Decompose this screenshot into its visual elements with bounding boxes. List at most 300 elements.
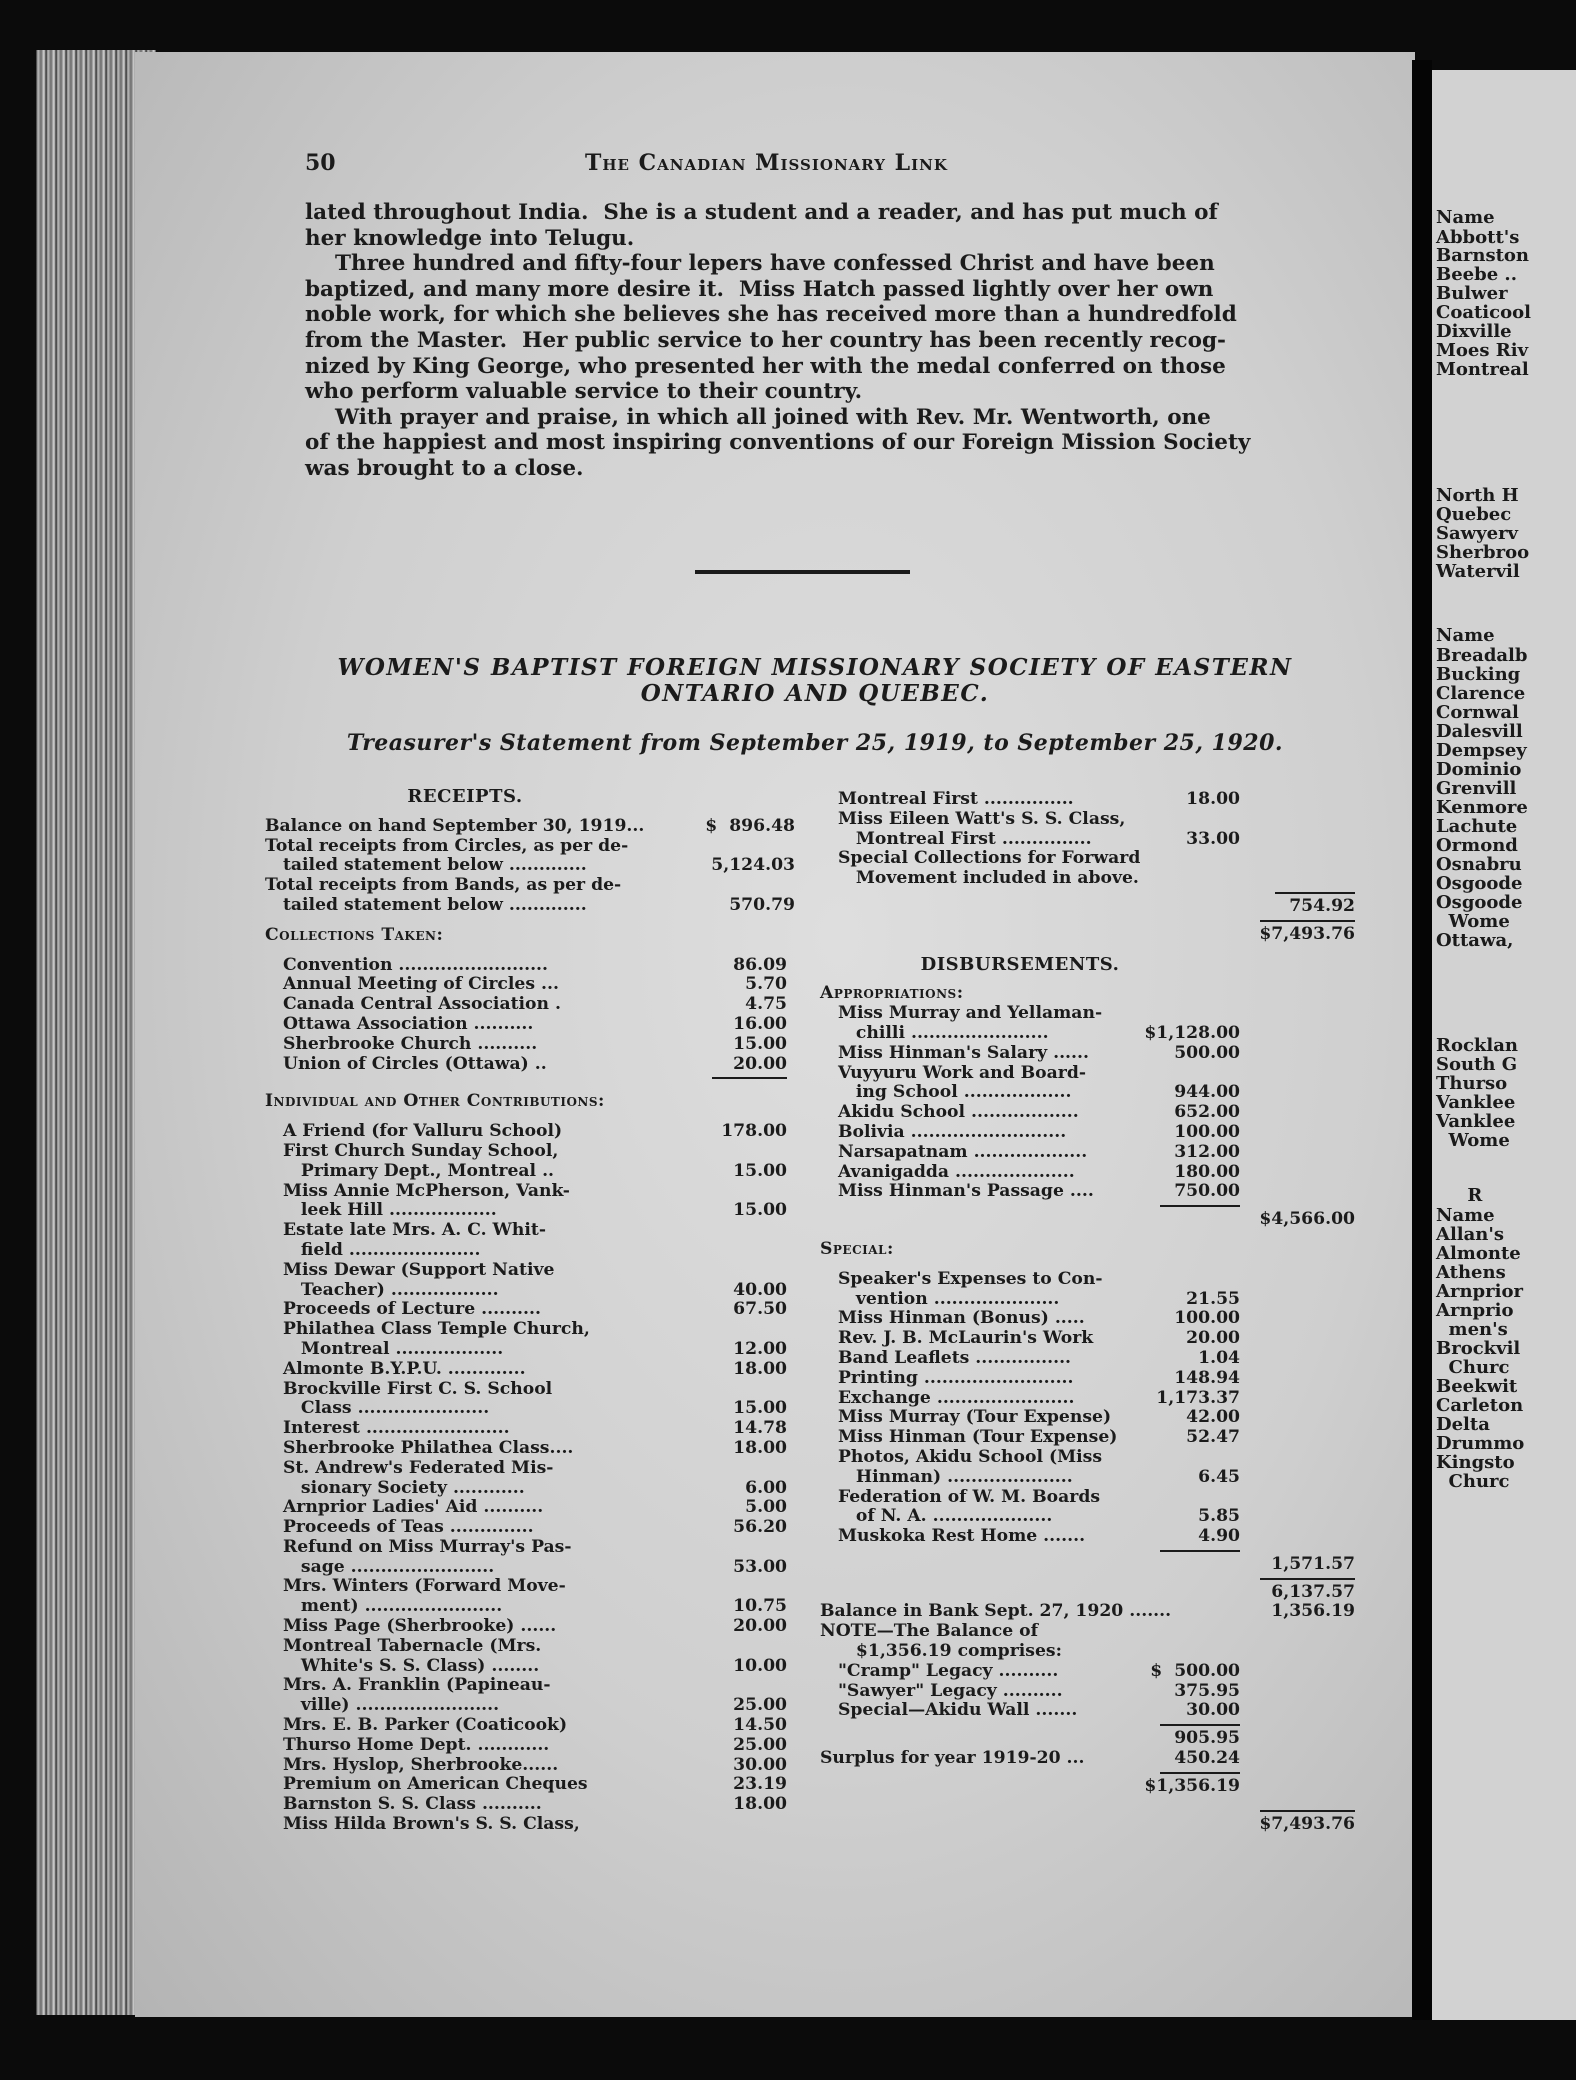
ledger-row <box>820 1270 1355 1290</box>
ledger-label: Premium on American Cheques <box>265 1774 588 1795</box>
ledger-row <box>820 1583 1355 1603</box>
ledger-row <box>820 1083 1355 1103</box>
ledger-row <box>820 1777 1355 1797</box>
ledger-label: Miss Page (Sherbrooke) ...... <box>265 1616 557 1637</box>
ledger-row <box>265 1142 800 1162</box>
facing-page-text: Beebe .. <box>1436 264 1517 285</box>
ledger-label: Philathea Class Temple Church, <box>265 1319 590 1340</box>
facing-page-text: Dempsey <box>1436 740 1527 761</box>
ledger-row <box>820 1143 1355 1163</box>
ledger-row <box>265 975 800 995</box>
ledger-label: First Church Sunday School, <box>265 1140 559 1161</box>
facing-page-text: Thurso <box>1436 1073 1508 1094</box>
ledger-row <box>820 1349 1355 1369</box>
spacer <box>820 1230 1355 1240</box>
ledger-amount: 312.00 <box>1174 1141 1240 1162</box>
ledger-row <box>820 1408 1355 1428</box>
ledger-label: Almonte B.Y.P.U. ............. <box>265 1358 526 1379</box>
ledger-amount: 148.94 <box>1174 1367 1240 1388</box>
facing-page-text: Quebec <box>1436 504 1512 525</box>
intro-line: who perform valuable service to their country. <box>305 379 863 405</box>
ledger-amount: 754.92 <box>1289 895 1355 916</box>
total-rule-line <box>1160 1724 1240 1726</box>
facing-page-text: Name <box>1436 625 1495 646</box>
ledger-amount: 23.19 <box>733 1774 787 1795</box>
ledger-row <box>265 1320 800 1340</box>
facing-page-text: Grenvill <box>1436 778 1517 799</box>
ledger-label: Ottawa Association .......... <box>265 1013 534 1034</box>
ledger-label: Montreal Tabernacle (Mrs. <box>265 1635 542 1656</box>
facing-page-text: Ormond <box>1436 835 1518 856</box>
intro-line: baptized, and many more desire it. Miss Hatch passed lightly over her own <box>305 276 1214 302</box>
ledger-row <box>265 1577 800 1597</box>
ledger-row <box>265 1015 800 1035</box>
ledger-row <box>265 1419 800 1439</box>
facing-page-text: men's <box>1436 1319 1508 1340</box>
ledger-row <box>265 1281 800 1301</box>
facing-page-text: Cornwal <box>1436 702 1519 723</box>
ledger-label: tailed statement below ............. <box>265 855 587 876</box>
ledger-amount: $7,493.76 <box>1259 1813 1355 1834</box>
ledger-label: Special—Akidu Wall ....... <box>820 1700 1078 1721</box>
ledger-row <box>265 1261 800 1281</box>
facing-page-text: Bulwer <box>1436 283 1508 304</box>
facing-page-text: Beekwit <box>1436 1376 1518 1397</box>
facing-page-text: Coaticool <box>1436 302 1531 323</box>
ledger-amount: 18.00 <box>733 1358 787 1379</box>
ledger-row <box>820 1290 1355 1310</box>
facing-page-text: Drummo <box>1436 1433 1525 1454</box>
facing-page-text: Brockvil <box>1436 1338 1521 1359</box>
ledger-amount: 652.00 <box>1174 1102 1240 1123</box>
facing-page-text: North H <box>1436 485 1519 506</box>
ledger-amount: 570.79 <box>729 894 795 915</box>
statement-title-line-2: ONTARIO AND QUEBEC. <box>640 680 990 707</box>
intro-paragraphs <box>305 200 1250 482</box>
intro-line: noble work, for which she believes she has received more than a hundredfold <box>305 302 1237 328</box>
ledger-row <box>820 1555 1355 1575</box>
ledger-label: Canada Central Association . <box>265 994 561 1015</box>
ledger-row <box>820 1182 1355 1202</box>
ledger-label: Sherbrooke Church .......... <box>265 1033 538 1054</box>
ledger-label: Convention ......................... <box>265 954 549 975</box>
ledger-label: Balance in Bank Sept. 27, 1920 ....... <box>820 1601 1172 1622</box>
ledger-label: $1,356.19 comprises: <box>820 1641 1062 1662</box>
ledger-amount: 375.95 <box>1174 1680 1240 1701</box>
ledger-label: of N. A. .................... <box>820 1506 1053 1527</box>
ledger-amount: 500.00 <box>1174 1042 1240 1063</box>
facing-page-text: Vanklee <box>1436 1092 1516 1113</box>
ledger-amount: 86.09 <box>733 954 787 975</box>
ledger-amount: 52.47 <box>1186 1427 1240 1448</box>
intro-line: With prayer and praise, in which all joined with Rev. Mr. Wentworth, one <box>305 404 1211 430</box>
subsection-heading <box>265 926 800 946</box>
ledger-amount: 16.00 <box>733 1013 787 1034</box>
ledger-label: Montreal First ............... <box>820 789 1074 809</box>
ledger-row <box>820 1642 1355 1662</box>
ledger-label: Hinman) ..................... <box>820 1466 1073 1487</box>
ledger-row <box>820 1682 1355 1702</box>
facing-page-text: Arnprior <box>1436 1281 1523 1302</box>
ledger-row <box>820 1123 1355 1143</box>
ledger-amount: 20.00 <box>733 1616 787 1637</box>
ledger-label: Miss Hilda Brown's S. S. Class, <box>265 1814 580 1835</box>
ledger-row <box>265 1439 800 1459</box>
ledger-row <box>265 1182 800 1202</box>
ledger-row <box>265 1795 800 1815</box>
ledger-row <box>265 896 800 916</box>
page-number: 50 <box>305 150 336 176</box>
ledger-amount: 450.24 <box>1174 1748 1240 1769</box>
intro-line: lated throughout India. She is a student and a reader, and has put much of <box>305 200 1218 225</box>
ledger-amount: 25.00 <box>733 1695 787 1716</box>
ledger-label: Miss Hinman (Tour Expense) <box>820 1427 1118 1448</box>
ledger-amount: $4,566.00 <box>1259 1209 1355 1230</box>
facing-page-text: Carleton <box>1436 1395 1524 1416</box>
ledger-amount: 1.04 <box>1198 1347 1240 1368</box>
ledger-row <box>265 1617 800 1637</box>
ledger-label: Miss Dewar (Support Native <box>265 1259 555 1280</box>
ledger-row <box>820 1024 1355 1044</box>
ledger-amount: 12.00 <box>733 1338 787 1359</box>
ledger-amount: 1,571.57 <box>1271 1553 1355 1574</box>
ledger-label: Mrs. Hyslop, Sherbrooke...... <box>265 1754 559 1775</box>
ledger-row <box>820 1163 1355 1183</box>
subsection-heading <box>820 984 1355 1004</box>
ledger-label: Narsapatnam ................... <box>820 1141 1088 1162</box>
ledger-label: Movement included in above. <box>820 868 1139 889</box>
ledger-row <box>820 1044 1355 1064</box>
subsection-heading <box>265 1092 800 1112</box>
facing-page-fragment <box>1432 70 1576 2020</box>
ledger-label: Individual and Other Contributions: <box>265 1091 605 1112</box>
ledger-amount: 5.00 <box>745 1497 787 1518</box>
ledger-label: Band Leaflets ................ <box>820 1347 1072 1368</box>
ledger-label: Special Collections for Forward <box>820 848 1141 869</box>
facing-page-text: Kingsto <box>1436 1452 1515 1473</box>
ledger-amount: $1,128.00 <box>1144 1022 1240 1043</box>
facing-page-text: Delta <box>1436 1414 1490 1435</box>
ledger-amount: 18.00 <box>1186 789 1240 809</box>
ledger-label: field ...................... <box>265 1239 481 1260</box>
ledger-label: NOTE—The Balance of <box>820 1621 1039 1642</box>
ledger-row <box>265 1518 800 1538</box>
total-rule <box>265 1074 800 1082</box>
facing-page-text: R <box>1436 1185 1483 1206</box>
ledger-row <box>820 1369 1355 1389</box>
intro-line: Three hundred and fifty-four lepers have confessed Christ and have been <box>305 251 1215 277</box>
intro-line: of the happiest and most inspiring conventions of our Foreign Mission Society <box>305 430 1251 456</box>
ledger-amount: $ 896.48 <box>705 815 795 836</box>
ledger-label: Photos, Akidu School (Miss <box>820 1446 1103 1467</box>
facing-page-text: Wome <box>1436 911 1510 932</box>
ledger-row <box>265 1775 800 1795</box>
ledger-label: Miss Murray (Tour Expense) <box>820 1407 1112 1428</box>
ledger-row <box>265 1340 800 1360</box>
facing-page-text: Rocklan <box>1436 1035 1518 1056</box>
ledger-label: Proceeds of Lecture .......... <box>265 1299 541 1320</box>
ledger-label: Balance on hand September 30, 1919... <box>265 815 645 836</box>
ledger-row <box>820 1701 1355 1721</box>
total-rule-line <box>1260 1810 1355 1812</box>
subsection-heading <box>820 1240 1355 1260</box>
ledger-amount: 40.00 <box>733 1279 787 1300</box>
ledger-row <box>820 1749 1355 1769</box>
ledger-amount: 750.00 <box>1174 1181 1240 1202</box>
ledger-amount: 4.75 <box>745 994 787 1015</box>
intro-line: from the Master. Her public service to her country has been recently recog- <box>305 327 1226 353</box>
ledger-label: Mrs. Winters (Forward Move- <box>265 1576 566 1597</box>
total-rule-line <box>712 1077 787 1079</box>
ledger-amount: 905.95 <box>1174 1728 1240 1749</box>
ledger-amount: 56.20 <box>733 1517 787 1538</box>
ledger-label: Total receipts from Circles, as per de- <box>265 835 629 856</box>
facing-page-text: Breadalb <box>1436 645 1528 666</box>
ledger-row <box>265 1241 800 1261</box>
ledger-label: Montreal First ............... <box>820 828 1092 849</box>
ledger-row <box>820 1329 1355 1349</box>
ledger-label: Collections Taken: <box>265 924 444 945</box>
facing-page-text: Name <box>1436 207 1495 228</box>
ledger-label: Total receipts from Bands, as per de- <box>265 875 622 896</box>
facing-page-text: Churc <box>1436 1357 1510 1378</box>
total-rule <box>820 1721 1355 1729</box>
ledger-label: sage ........................ <box>265 1556 495 1577</box>
total-rule-line <box>1160 1550 1240 1552</box>
facing-page-text: Lachute <box>1436 816 1518 837</box>
ledger-amount: 18.00 <box>733 1437 787 1458</box>
facing-page-text: Dixville <box>1436 321 1512 342</box>
total-rule-line <box>1260 1578 1355 1580</box>
ledger-row <box>265 1360 800 1380</box>
ledger-row <box>820 1602 1355 1622</box>
running-head: The Canadian Missionary Link <box>585 150 948 176</box>
ledger-row <box>820 897 1355 917</box>
total-rule-line <box>1160 1205 1240 1207</box>
ledger-row <box>820 1064 1355 1084</box>
ledger-amount: 15.00 <box>733 1200 787 1221</box>
facing-page-text: Moes Riv <box>1436 340 1529 361</box>
ledger-amount: 67.50 <box>733 1299 787 1320</box>
ledger-label: vention ..................... <box>820 1288 1060 1309</box>
ledger-row <box>265 1300 800 1320</box>
ledger-label: RECEIPTS. <box>407 786 523 807</box>
ledger-label: Special: <box>820 1238 894 1259</box>
ledger-row <box>265 1221 800 1241</box>
facing-page-text: Ottawa, <box>1436 930 1514 951</box>
ledger-label: Surplus for year 1919-20 ... <box>820 1748 1085 1769</box>
ledger-amount: 100.00 <box>1174 1308 1240 1329</box>
ledger-amount: 180.00 <box>1174 1161 1240 1182</box>
ledger-label: Akidu School .................. <box>820 1102 1079 1123</box>
book-gutter <box>1412 60 1432 2020</box>
ledger-row <box>820 1210 1355 1230</box>
ledger-row <box>265 956 800 976</box>
ledger-row <box>265 1736 800 1756</box>
ledger-row <box>265 876 800 896</box>
ledger-label: tailed statement below ............. <box>265 894 587 915</box>
ledger-amount: 1,173.37 <box>1156 1387 1240 1408</box>
facing-page-text: Wome <box>1436 1130 1510 1151</box>
facing-page-text: Osgoode <box>1436 873 1523 894</box>
ledger-label: ment) ....................... <box>265 1596 503 1617</box>
ledger-label: White's S. S. Class) ........ <box>265 1655 540 1676</box>
ledger-label: "Sawyer" Legacy .......... <box>820 1680 1063 1701</box>
facing-page-text: Osgoode <box>1436 892 1523 913</box>
ledger-label: Miss Hinman's Passage .... <box>820 1181 1094 1202</box>
ledger-row <box>265 1035 800 1055</box>
ledger-label: Mrs. E. B. Parker (Coaticook) <box>265 1715 568 1736</box>
ledger-amount: $7,493.76 <box>1259 923 1355 944</box>
ledger-row <box>820 869 1355 889</box>
ledger-label: sionary Society ............ <box>265 1477 525 1498</box>
ledger-amount: 25.00 <box>733 1734 787 1755</box>
ledger-label: Refund on Miss Murray's Pas- <box>265 1536 572 1557</box>
ledger-label: Miss Eileen Watt's S. S. Class, <box>820 808 1126 829</box>
ledger-label: Rev. J. B. McLaurin's Work <box>820 1328 1094 1349</box>
ledger-row <box>820 830 1355 850</box>
facing-page-text: Barnston <box>1436 245 1529 266</box>
ledger-row <box>265 1399 800 1419</box>
ledger-label: Estate late Mrs. A. C. Whit- <box>265 1220 546 1241</box>
total-rule-line <box>1275 892 1355 894</box>
ledger-row <box>265 1597 800 1617</box>
facing-page-text: Arnprio <box>1436 1300 1514 1321</box>
ledger-label: Thurso Home Dept. ............ <box>265 1734 550 1755</box>
ledger-row <box>265 1676 800 1696</box>
ledger-row <box>820 925 1355 945</box>
ledger-row <box>820 1448 1355 1468</box>
ledger-label: Arnprior Ladies' Aid .......... <box>265 1497 544 1518</box>
facing-page-text: South G <box>1436 1054 1518 1075</box>
ledger-label: Printing ......................... <box>820 1367 1074 1388</box>
ledger-amount: 178.00 <box>721 1121 787 1142</box>
ledger-label: Proceeds of Teas .............. <box>265 1517 534 1538</box>
ledger-label: Miss Murray and Yellaman- <box>820 1003 1103 1024</box>
ledger-row <box>820 1662 1355 1682</box>
ledger-label: ing School .................. <box>820 1082 1072 1103</box>
ledger-label: Speaker's Expenses to Con- <box>820 1268 1103 1289</box>
total-rule <box>820 1769 1355 1777</box>
ledger-row <box>820 1103 1355 1123</box>
receipts-column <box>265 787 800 1835</box>
ledger-amount: 1,356.19 <box>1271 1601 1355 1622</box>
ledger-row <box>265 1459 800 1479</box>
total-rule <box>820 889 1355 897</box>
ledger-label: Barnston S. S. Class .......... <box>265 1794 542 1815</box>
facing-page-text: Dalesvill <box>1436 721 1523 742</box>
ledger-label: Miss Hinman's Salary ...... <box>820 1042 1089 1063</box>
ledger-label: Miss Annie McPherson, Vank- <box>265 1180 570 1201</box>
ledger-amount: 15.00 <box>733 1160 787 1181</box>
intro-line: nized by King George, who presented her with the medal conferred on those <box>305 353 1226 379</box>
ledger-row <box>265 1122 800 1142</box>
ledger-amount: 6,137.57 <box>1271 1581 1355 1602</box>
facing-page-text: Vanklee <box>1436 1111 1516 1132</box>
ledger-amount: 4.90 <box>1198 1526 1240 1547</box>
ledger-amount: 5,124.03 <box>711 855 795 876</box>
ledger-label: Vuyyuru Work and Board- <box>820 1062 1086 1083</box>
ledger-label: Miss Hinman (Bonus) ..... <box>820 1308 1085 1329</box>
ledger-label: Muskoka Rest Home ....... <box>820 1526 1086 1547</box>
ledger-amount: 15.00 <box>733 1033 787 1054</box>
ledger-label: Avanigadda .................... <box>820 1161 1075 1182</box>
ledger-amount: 30.00 <box>1186 1700 1240 1721</box>
ledger-amount: 30.00 <box>733 1754 787 1775</box>
ledger-label: Union of Circles (Ottawa) .. <box>265 1053 547 1074</box>
ledger-row <box>820 1507 1355 1527</box>
ledger-amount: 10.00 <box>733 1655 787 1676</box>
spacer <box>820 1797 1355 1807</box>
ledger-label: Brockville First C. S. School <box>265 1378 553 1399</box>
facing-page-text: Abbott's <box>1436 227 1520 248</box>
ledger-row <box>265 1756 800 1776</box>
ledger-row <box>265 1380 800 1400</box>
ledger-amount: 6.00 <box>745 1477 787 1498</box>
facing-page-text: Bucking <box>1436 664 1521 685</box>
ledger-label: Class ...................... <box>265 1398 490 1419</box>
total-rule-line <box>1260 920 1355 922</box>
total-rule-line <box>1160 1772 1240 1774</box>
ledger-label: Exchange ....................... <box>820 1387 1075 1408</box>
ledger-label: Interest ........................ <box>265 1418 510 1439</box>
ledger-amount: 33.00 <box>1186 828 1240 849</box>
ledger-row <box>265 1538 800 1558</box>
ledger-row <box>820 1622 1355 1642</box>
ledger-amount: 6.45 <box>1198 1466 1240 1487</box>
ledger-row <box>265 1657 800 1677</box>
ledger-row <box>265 1055 800 1075</box>
ledger-amount: 18.00 <box>733 1794 787 1815</box>
ledger-amount: 53.00 <box>733 1556 787 1577</box>
disbursements-column <box>820 790 1355 1834</box>
ledger-label: Sherbrooke Philathea Class.... <box>265 1437 574 1458</box>
ledger-label: Appropriations: <box>820 983 964 1004</box>
ledger-row <box>265 1498 800 1518</box>
section-heading <box>265 787 800 807</box>
ledger-row <box>265 1201 800 1221</box>
facing-page-text: Dominio <box>1436 759 1522 780</box>
ledger-row <box>265 1479 800 1499</box>
ledger-label: Mrs. A. Franklin (Papineau- <box>265 1675 551 1696</box>
ledger-amount: 42.00 <box>1186 1407 1240 1428</box>
facing-page-text: Churc <box>1436 1471 1510 1492</box>
ledger-label: Annual Meeting of Circles ... <box>265 974 559 995</box>
ledger-row <box>265 817 800 837</box>
ledger-row <box>820 1004 1355 1024</box>
ledger-row <box>265 837 800 857</box>
facing-page-text: Kenmore <box>1436 797 1528 818</box>
ledger-amount: 5.70 <box>745 974 787 995</box>
ledger-row <box>820 1527 1355 1547</box>
ledger-row <box>265 1815 800 1835</box>
ledger-row <box>820 1488 1355 1508</box>
ledger-row <box>265 1162 800 1182</box>
ledger-row <box>820 1389 1355 1409</box>
facing-page-text: Almonte <box>1436 1243 1521 1264</box>
ledger-label: Federation of W. M. Boards <box>820 1486 1101 1507</box>
ledger-amount: 14.50 <box>733 1715 787 1736</box>
ledger-row <box>820 810 1355 830</box>
statement-title-line-1: WOMEN'S BAPTIST FOREIGN MISSIONARY SOCIETY OF EASTERN <box>337 654 1293 681</box>
section-heading <box>820 955 1355 975</box>
ledger-label: leek Hill .................. <box>265 1200 497 1221</box>
intro-line: her knowledge into Telugu. <box>305 225 635 251</box>
facing-page-text: Allan's <box>1436 1224 1505 1245</box>
ledger-amount: $1,356.19 <box>1144 1775 1240 1796</box>
facing-page-text: Sherbroo <box>1436 542 1530 563</box>
ledger-label: DISBURSEMENTS. <box>920 953 1120 975</box>
